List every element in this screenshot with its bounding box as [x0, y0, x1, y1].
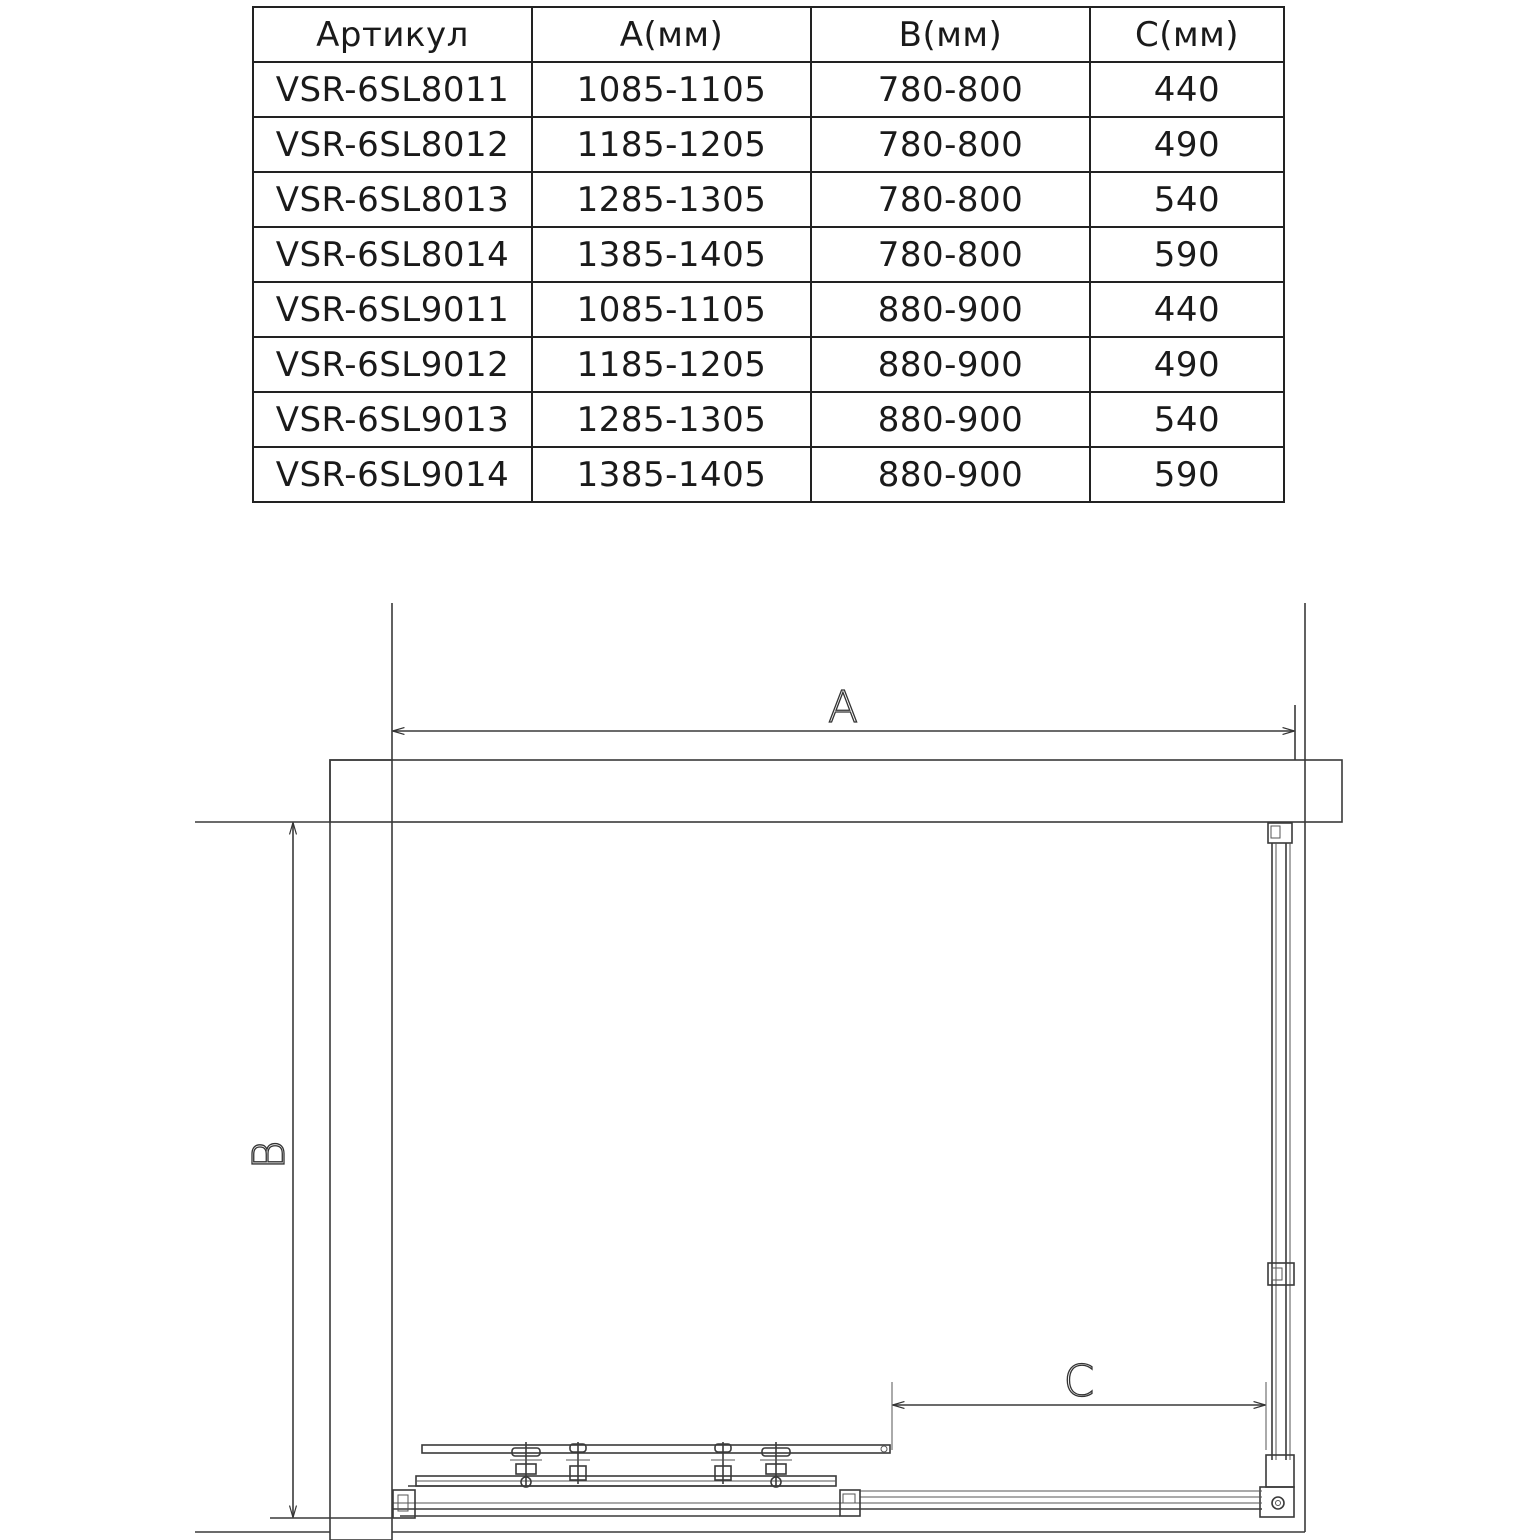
door-roller: [510, 1442, 542, 1487]
cell-c: 540: [1090, 392, 1284, 447]
cell-article: VSR-6SL8013: [253, 172, 532, 227]
cell-a: 1085-1105: [532, 282, 811, 337]
cell-b: 780-800: [811, 227, 1090, 282]
cell-b: 880-900: [811, 337, 1090, 392]
cell-b: 780-800: [811, 172, 1090, 227]
cell-c: 440: [1090, 62, 1284, 117]
dimension-a: [393, 682, 1294, 733]
cell-a: 1185-1205: [532, 337, 811, 392]
cell-article: VSR-6SL9011: [253, 282, 532, 337]
cell-article: VSR-6SL8011: [253, 62, 532, 117]
cell-c: 490: [1090, 337, 1284, 392]
header-article: Артикул: [253, 7, 532, 62]
dimension-b-label: B: [244, 1140, 295, 1170]
cell-c: 540: [1090, 172, 1284, 227]
header-a-mm: A(мм): [532, 7, 811, 62]
cell-article: VSR-6SL9013: [253, 392, 532, 447]
dimension-c: [893, 1356, 1265, 1407]
cell-a: 1285-1305: [532, 392, 811, 447]
wall-outline: [195, 760, 1342, 1540]
dimension-b: [244, 823, 295, 1517]
cell-a: 1285-1305: [532, 172, 811, 227]
cell-b: 780-800: [811, 62, 1090, 117]
header-c-mm: C(мм): [1090, 7, 1284, 62]
cell-a: 1385-1405: [532, 447, 811, 502]
cell-c: 490: [1090, 117, 1284, 172]
dimension-c-label: C: [1063, 1356, 1095, 1407]
header-b-mm: B(мм): [811, 7, 1090, 62]
cell-c: 590: [1090, 227, 1284, 282]
door-roller: [711, 1442, 735, 1484]
cell-a: 1185-1205: [532, 117, 811, 172]
cell-c: 440: [1090, 282, 1284, 337]
cell-b: 880-900: [811, 392, 1090, 447]
extension-lines: [270, 603, 1305, 1532]
cell-a: 1385-1405: [532, 227, 811, 282]
door-roller: [760, 1442, 792, 1487]
cell-b: 880-900: [811, 282, 1090, 337]
cell-article: VSR-6SL8014: [253, 227, 532, 282]
cell-b: 780-800: [811, 117, 1090, 172]
cell-a: 1085-1105: [532, 62, 811, 117]
door-roller: [566, 1442, 590, 1484]
dimension-a-label: A: [827, 682, 859, 733]
cell-article: VSR-6SL9012: [253, 337, 532, 392]
side-panel: [1260, 823, 1294, 1517]
cell-article: VSR-6SL8012: [253, 117, 532, 172]
cell-b: 880-900: [811, 447, 1090, 502]
cell-article: VSR-6SL9014: [253, 447, 532, 502]
cell-c: 590: [1090, 447, 1284, 502]
